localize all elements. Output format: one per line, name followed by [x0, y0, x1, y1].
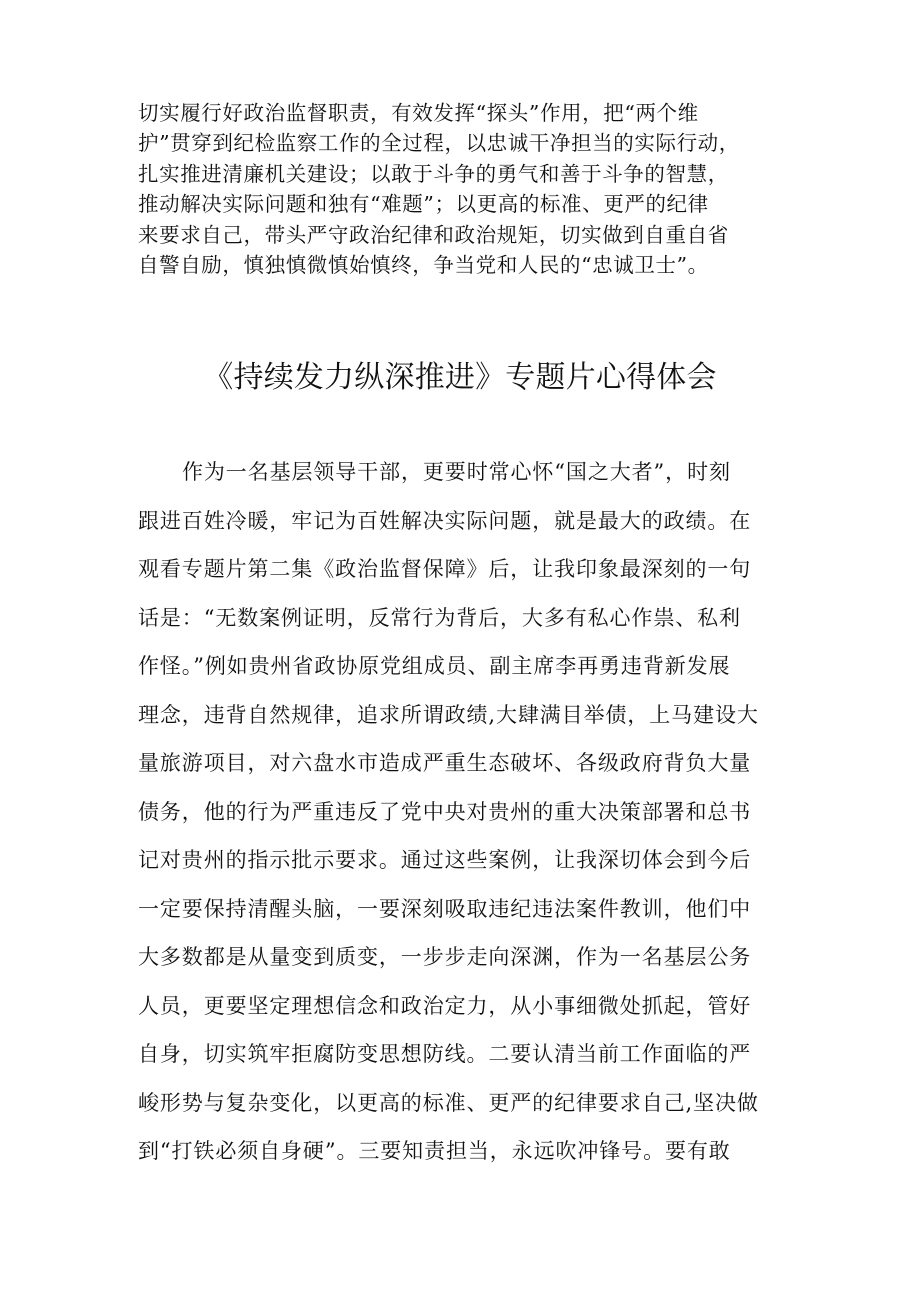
body-paragraph-line: 记对贵州的指示批示要求。通过这些案例，让我深切体会到今后 [138, 848, 752, 872]
body-paragraph-line: 人员，更要坚定理想信念和政治定力，从小事细微处抓起，管好 [138, 993, 752, 1018]
top-paragraph-line: 自警自励，慎独慎微慎始慎终，争当党和人民的“忠诚卫士”。 [138, 252, 709, 277]
body-paragraph-line: 观看专题片第二集《政治监督保障》后，让我印象最深刻的一句 [138, 557, 752, 581]
body-paragraph-line: 跟进百姓冷暖，牢记为百姓解决实际问题，就是最大的政绩。在 [138, 508, 752, 533]
body-paragraph-line: 话是：“无数案例证明，反常行为背后，大多有私心作祟、私利 [138, 605, 741, 630]
body-paragraph-line: 峻形势与复杂变化，以更高的标准、更严的纪律要求自己,坚决做 [138, 1090, 759, 1115]
body-paragraph-line: 作怪。”例如贵州省政协原党组成员、副主席李再勇违背新发展 [138, 654, 731, 678]
body-paragraph [138, 448, 798, 1176]
body-paragraph-line: 到“打铁必须自身硬”。三要知责担当，永远吹冲锋号。要有敢 [138, 1139, 731, 1163]
body-paragraph-line: 债务，他的行为严重违反了党中央对贵州的重大决策部署和总书 [138, 799, 752, 824]
body-paragraph-line: 大多数都是从量变到质变，一步步走向深渊，作为一名基层公务 [138, 945, 752, 969]
body-paragraph-line: 一定要保持清醒头脑，一要深刻吸取违纪违法案件教训，他们中 [138, 896, 752, 921]
top-paragraph-line: 来要求自己，带头严守政治纪律和政治规矩，切实做到自重自省 [138, 222, 729, 247]
body-paragraph-line: 作为一名基层领导干部，更要时常心怀“国之大者”，时刻 [182, 460, 731, 484]
top-paragraph-line: 推动解决实际问题和独有“难题”；以更高的标准、更严的纪律 [138, 192, 709, 217]
document-title: 《持续发力纵深推进》专题片心得体会 [203, 360, 717, 395]
top-paragraph-line: 扎实推进清廉机关建设；以敢于斗争的勇气和善于斗争的智慧， [138, 161, 729, 186]
top-paragraph-line: 护”贯穿到纪检监察工作的全过程，以忠诚干净担当的实际行动， [138, 131, 740, 156]
body-paragraph-line: 量旅游项目，对六盘水市造成严重生态破坏、各级政府背负大量 [138, 751, 752, 775]
top-paragraph-line: 切实履行好政治监督职责，有效发挥“探头”作用，把“两个维 [138, 101, 699, 125]
body-paragraph-line: 自身，切实筑牢拒腐防变思想防线。二要认清当前工作面临的严 [138, 1042, 752, 1066]
body-paragraph-line: 理念，违背自然规律，追求所谓政绩,大肆满目举债，上马建设大 [138, 702, 759, 727]
top-paragraph [138, 98, 808, 280]
